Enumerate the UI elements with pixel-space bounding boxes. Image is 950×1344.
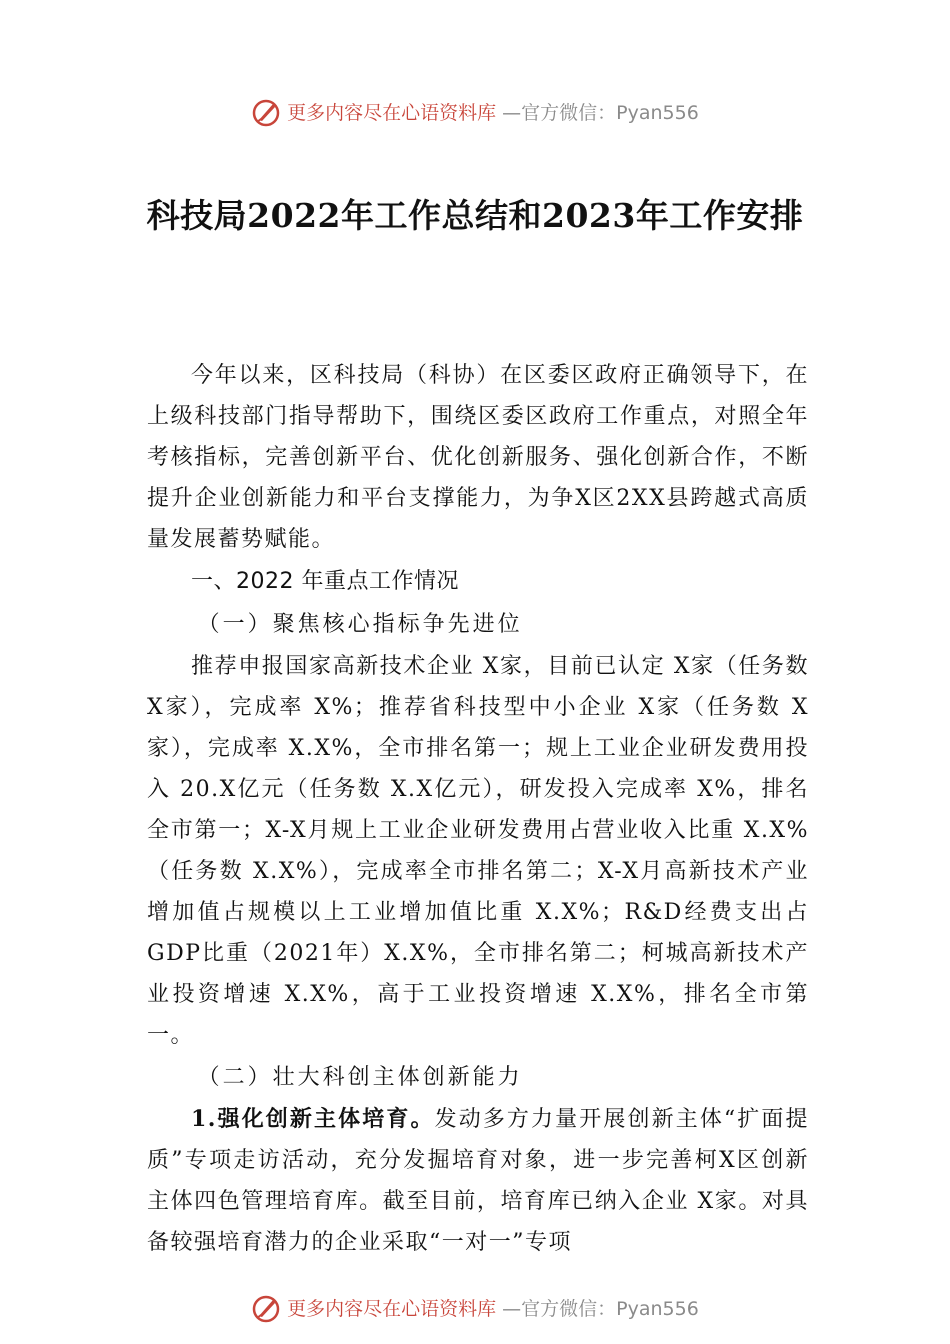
item-1-lead: 1.强化创新主体培育。: [191, 1106, 435, 1132]
watermark-gray-text: —官方微信：Pyan556: [502, 102, 699, 124]
subsection-2-heading: （二）壮大科创主体创新能力: [197, 1065, 523, 1090]
intro-paragraph: 今年以来，区科技局（科协）在区委区政府正确领导下，在上级科技部门指导帮助下，围绕区委区政府工作重点，对照全年考核指标，完善创新平台、优化创新服务、强化创新合作，不断提升企业创新能力和平台支撑能力，为争X区2XX县跨越式高质量发展蓄势赋能。: [147, 363, 809, 552]
section-1-heading: 一、2022 年重点工作情况: [191, 569, 459, 594]
item-1-text: 发动多方力量开展创新主体“扩面提质”专项走访活动，充分发掘培育对象，进一步完善柯X区创新主体四色管理培育库。截至目前，培育库已纳入企业 X家。对具备较强培育潜力的企业采取“一对一”专项: [147, 1107, 810, 1255]
quill-logo-icon: [251, 1294, 281, 1324]
quill-logo-icon: [251, 98, 281, 128]
item-1-paragraph: [147, 1099, 809, 1263]
watermark-red-text-bottom: 更多内容尽在心语资料库: [287, 1298, 497, 1320]
watermark-bottom: [0, 1294, 950, 1324]
document-title: 科技局2022年工作总结和2023年工作安排: [146, 196, 804, 235]
subsection-1-paragraph: 推荐申报国家高新技术企业 X家，目前已认定 X家（任务数 X家），完成率 X%；推荐省科技型中小企业 X家（任务数 X家），完成率 X.X%，全市排名第一；规上工业企业研发费用投入 20.X亿元（任务数 X.X亿元），研发投入完成率 X%，排名全市第一；X-X月规上工业企业研发费用占营业收入比重 X.X%（任务数 X.X%），完成率全市排名第二；X-X月高新技术产业增加值占规模以上工业增加值比重 X.X%；R&D经费支出占GDP比重（2021年）X.X%，全市排名第二；柯城高新技术产业投资增速 X.X%，高于工业投资增速 X.X%，排名全市第一。: [147, 654, 809, 1048]
watermark-top: [0, 98, 950, 128]
subsection-1-heading: （一）聚焦核心指标争先进位: [197, 612, 523, 637]
watermark-gray-text-bottom: —官方微信：Pyan556: [502, 1298, 699, 1320]
watermark-red-text: 更多内容尽在心语资料库: [287, 102, 497, 124]
document-body: [147, 355, 809, 1263]
